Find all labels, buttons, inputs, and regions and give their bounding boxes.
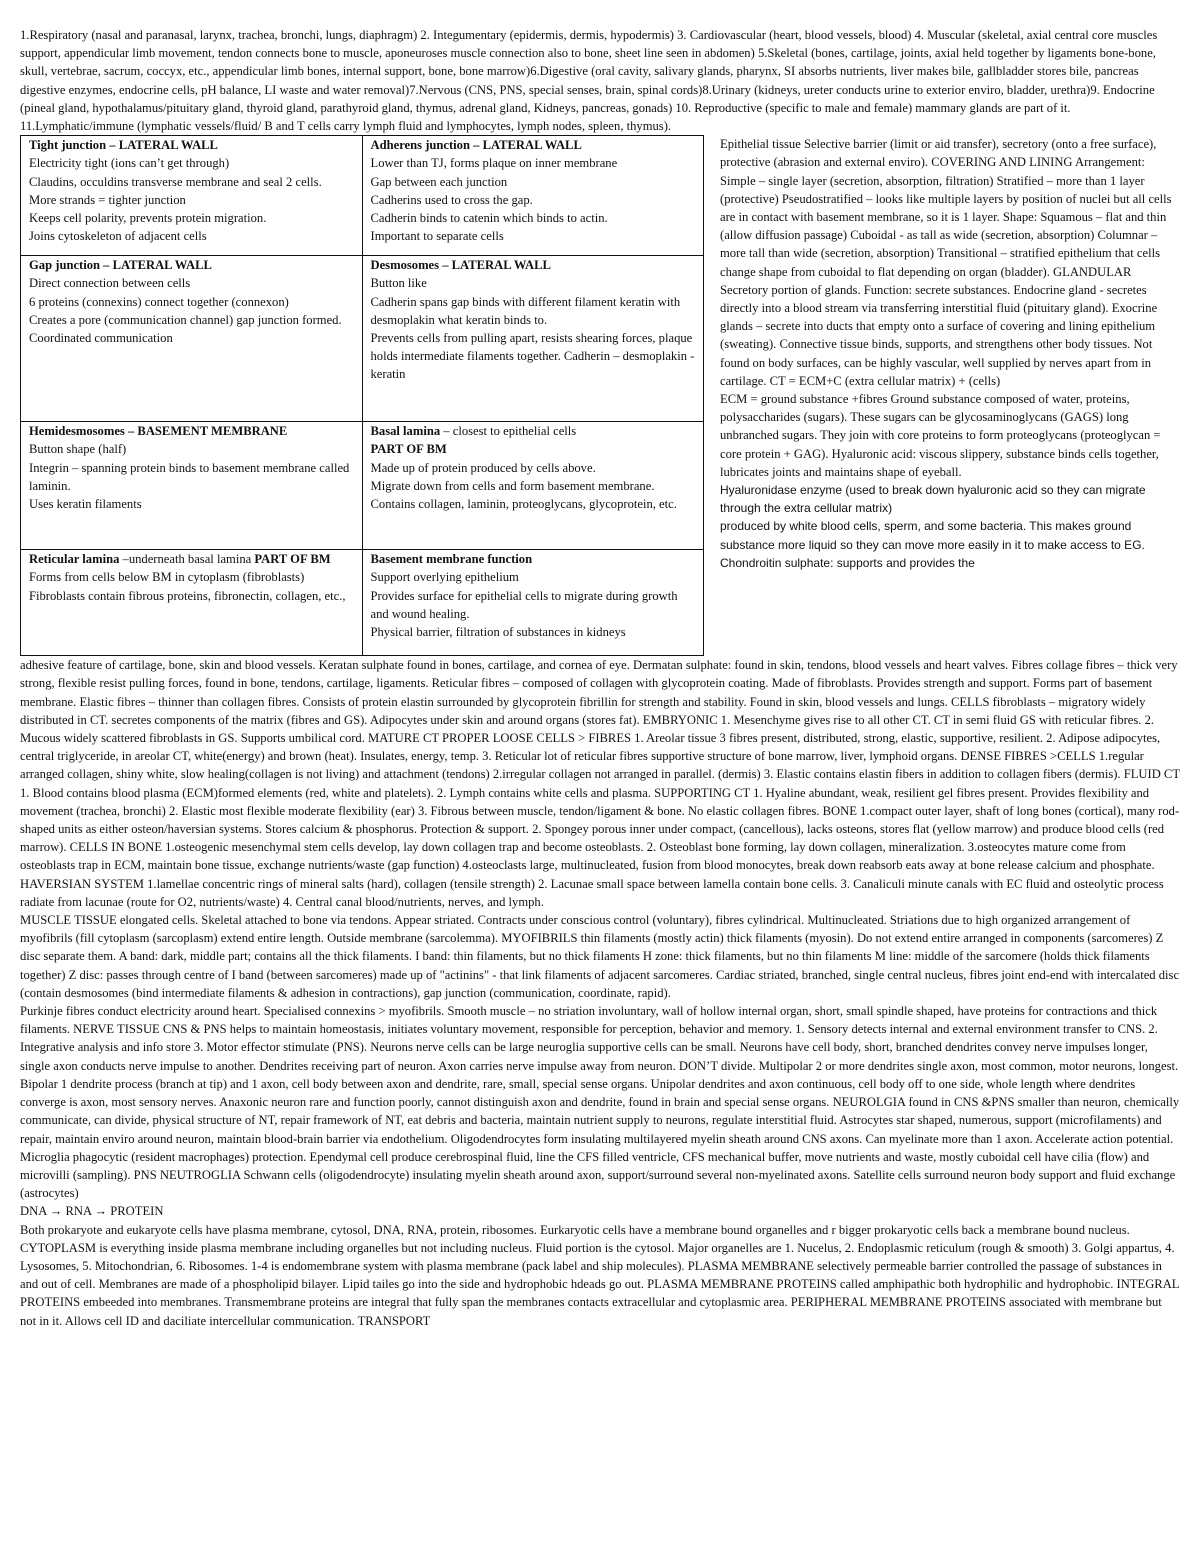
reticular-lamina-line: Fibroblasts contain fibrous proteins, fibronectin, collagen, etc., [29,588,346,603]
desmosomes-title: Desmosomes – LATERAL WALL [370,258,551,273]
reticular-lamina-part-label: PART OF BM [254,552,331,567]
gap-junction-line: Direct connection between cells [29,276,191,291]
basement-membrane-function-title: Basement membrane function [370,552,533,567]
adherens-junction-line: Important to separate cells [370,229,504,244]
adherens-junction-line: Lower than TJ, forms plaque on inner membrane [370,156,618,171]
basal-lamina-title-rest: – closest to epithelial cells [440,424,577,439]
basement-membrane-function-line: Support overlying epithelium [370,570,519,585]
epithelial-column [720,135,1180,572]
hemidesmosomes-line: Button shape (half) [29,442,127,457]
hemidesmosomes-line: Uses keratin filaments [29,497,142,512]
adherens-junction-cell [362,136,704,256]
gap-junction-cell [21,256,363,422]
tight-junction-line: Electricity tight (ions can’t get through) [29,156,230,171]
basement-membrane-function-cell [362,550,704,656]
tight-junction-line: Claudins, occuldins transverse membrane and seal 2 cells. [29,174,322,189]
tight-junction-line: Keeps cell polarity, prevents protein migration. [29,211,267,226]
adherens-junction-line: Gap between each junction [370,174,508,189]
gap-junction-title: Gap junction – LATERAL WALL [29,258,212,273]
nerve-tissue-paragraph: Purkinje fibres conduct electricity around heart. Specialised connexins > myofibrils. Smooth muscle – no striation involuntary, wall of hollow internal organ, short, small spindle shaped, have proteins for contractions and thick filaments. NERVE TISSUE CNS & PNS helps to maintain homeostasis, initiates voluntary movement, responsible for perception, behavior and memory. 1. Sensory detects internal and external environment transfer to CNS. 2. Integrative analysis and info store 3. Motor effector stimulate (PNS). Neurons nerve cells can be large neuroglia supportive cells can be small. Neurons have cell body, short, branched dendrites convey nerve impulses longer, single axon conducts nerve impulse to another. Dendrites receiving part of neuron. Axon carries nerve impulse away from neuron. DON’T divide. Multipolar 2 or more dendrites single axon, most common, motor neurons, longest. Bipolar 1 dendrite process (branch at tip) and 1 axon, cell body between axon and dendrite, rare, small, special sense organs. Unipolar dendrites and axon continuous, cell body off to one side, whole length where dendrites converge is axon, most sensory nerves. Anaxonic neuron rare and function poorly, cannot distinguish axon and dendrite, found in brain and special sense organs. NEUROLGIA found in CNS &PNS smaller than neuron, chemically communicate, can divide, physical structure of NT, repair framework of NT, eat debris and bacteria, maintain nutrient supply to neurons, regulate interstitial fluid. Astrocytes star shaped, numerous, support (microfilaments) and repair, maintain enviro around neuron, maintain blood-brain barrier via endothelium. Oligodendrocytes form insulating multilayered myelin sheath around CNS axons. Can myelinate more than 1 axon. Accelerate action potential. Microglia phagocytic (resident macrophages) protection. Ependymal cell produce cerebrospinal fluid, line the CFS filled ventricle, CFS mechanical buffer, move nutrients and waste, mostly cuboidal cell have cilia (flow) and microvilli (sampling). PNS NEUTROGLIA Schwann cells (oligodendrocyte) insulating myelin sheath around axon, support/surround several non-myelinated axons. Satellite cells surround neuron body support and fluid exchange (astrocytes) [20,1004,1180,1201]
hemidesmosomes-title: Hemidesmosomes – BASEMENT MEMBRANE [29,424,288,439]
basement-membrane-function-line: Physical barrier, filtration of substances in kidneys [370,625,626,640]
gap-junction-line: 6 proteins (connexins) connect together (connexon) [29,294,289,309]
desmosomes-line: Cadherin spans gap binds with different filament keratin with desmoplakin what keratin binds to. [370,294,681,327]
basal-lamina-title: Basal lamina [370,424,441,439]
notes-page [20,0,1180,1330]
epithelial-tissue-paragraph: Epithelial tissue Selective barrier (limit or aid transfer), secretory (onto a free surface), protective (abrasion and external enviro). COVERING AND LINING Arrangement: Simple – single layer (secretion, absorption, filtration) Stratified – more than 1 layer (protective) Pseudostratified – looks like multiple layers by position of nuclei but all cells are in contact with basement membrane, so it is 1 layer. Shape: Squamous – flat and thin (allow diffusion passage) Cuboidal - as tall as wide (secretion, absorption) Columnar – more tall than wide (secretion, absorption) Transitional – stratified epithelium that cells change shape from cuboidal to flat depending on organ (bladder). GLANDULAR Secretory portion of glands. Function: secrete substances. Endocrine gland - secretes directly into a blood stream via transferring interstitial fluid (pituitary gland). Exocrine glands – secrete into ducts that empty onto a surface of covering and lining epithelium (sweating). Connective tissue binds, supports, and strengthens other body tissues. Not found on body surfaces, can be highly vascular, well supplied by nerves apart from in cartilage. CT = ECM+C (extra cellular matrix) + (cells) [720,137,1172,388]
reticular-lamina-title: Reticular lamina [29,552,120,567]
reticular-lamina-cell [21,550,363,656]
tight-junction-line: More strands = tighter junction [29,192,186,207]
basal-lamina-line: Made up of protein produced by cells above. [370,460,596,475]
hyaluronidase-paragraph: Hyaluronidase enzyme (used to break down hyaluronic acid so they can migrate through the extra cellular matrix) [720,483,1146,516]
desmosomes-line: Prevents cells from pulling apart, resists shearing forces, plaque holds intermediate filaments together. Cadherin – desmoplakin - keratin [370,331,695,382]
basal-lamina-part-label: PART OF BM [370,442,447,457]
basement-membrane-function-line: Provides surface for epithelial cells to migrate during growth and wound healing. [370,588,678,621]
cell-structure-paragraph: Both prokaryote and eukaryote cells have plasma membrane, cytosol, DNA, RNA, protein, ribosomes. Eurkaryotic cells have a membrane bound organelles and r bigger prokaryotic cells back a membrane bound nucleus. CYTOPLASM is everything inside plasma membrane including organelles but not including nucleus. Fluid portion is the cytosol. Major organelles are 1. Nucelus, 2. Endoplasmic reticulum (rough & smooth) 3. Golgi appartus, 4. Lysosomes, 5. Mitochondrian, 6. Ribosomes. 1-4 is endomembrane system with plasma membrane (pack label and ship molecules). PLASMA MEMBRANE selectively permeable barrier controlled the passage of substances in and out of cell. Membranes are made of a phospholipid bilayer. Lipid tailes go into the side and hydrophobic hdeads go out. PLASMA MEMBRANE PROTEINS called amphipathic both hydrophilic and hydrophobic. INTEGRAL PROTEINS embeeded into membranes. Transmembrane proteins are integral that fully span the membranes contacts extracellular and cytoplasmic area. PERIPHERAL MEMBRANE PROTEINS associated with membrane but not in it. Allows cell ID and daciliate intercellular communication. TRANSPORT [20,1222,1180,1328]
basal-lamina-heading [371,422,698,440]
dna-line: DNA → RNA → PROTEIN [20,1204,164,1219]
tight-junction-title: Tight junction – LATERAL WALL [29,138,218,153]
desmosomes-cell [362,256,704,422]
adherens-junction-line: Cadherins used to cross the gap. [370,192,533,207]
reticular-lamina-heading [29,550,356,568]
tight-junction-line: Joins cytoskeleton of adjacent cells [29,229,207,244]
adherens-junction-title: Adherens junction – LATERAL WALL [370,138,582,153]
tight-junction-cell [21,136,363,256]
reticular-lamina-title-rest: –underneath basal lamina [119,552,255,567]
basal-lamina-cell [362,422,704,550]
ecm-paragraph: ECM = ground substance +fibres Ground substance composed of water, proteins, polysaccharides (sugars). These sugars can be glycosaminoglycans (GAGS) long unbranched sugars. They join with core proteins to form proteoglycans (proteoglycan = core protein + GAG). Hyaluronic acid: viscous slippery, substance binds cells together, lubricates joints and maintains shape of eyeball. [720,392,1161,479]
body-systems-paragraph: 1.Respiratory (nasal and paranasal, larynx, trachea, bronchi, lungs, diaphragm) 2. Integumentary (epidermis, dermis, hypodermis) 3. Cardiovascular (heart, blood vessels, blood) 4. Muscular (skeletal, axial central core muscles support, appendicular limb movement, tendon connects bone to muscle, aponeuroses muscle connection also to bone, sheet line seen in abdomen) 5.Skeletal (bones, cartilage, joints, axial held together by ligaments bone-bone, skull, vertebrae, sacrum, coccyx, etc., appendicular limb bones, internal support, bone, bone marrow)6.Digestive (oral cavity, salivary glands, pharynx, SI absorbs nutrients, liver makes bile, gallbladder stores bile, pancreas digestive enzymes, endocrine cells, pH balance, LI waste and water removal)7.Nervous (CNS, PNS, special senses, brain, spinal cords)8.Urinary (kidneys, ureter conducts urine to exterior enviro, bladder, urethra)9. Endocrine (pineal gland, hypothalamus/pituitary gland, thyroid gland, parathyroid gland, thymus, adrenal gland, Kidneys, pancreas, gonads) 10. Reproductive (specific to male and female) mammary glands are part of it. 11.Lymphatic/immune (lymphatic vessels/fluid/ B and T cells carry lymph fluid and lymphocytes, lymph nodes, spleen, thymus). [20,28,1158,134]
adherens-junction-line: Cadherin binds to catenin which binds to actin. [370,211,608,226]
desmosomes-line: Button like [370,276,427,291]
connective-tissue-paragraph: adhesive feature of cartilage, bone, skin and blood vessels. Keratan sulphate found in bones, cartilage, and cornea of eye. Dermatan sulphate: found in skin, tendons, blood vessels and heart valves. Fibres collage fibres – thick very strong, flexible resist pulling forces, found in bone, tendons, cartilage, ligaments. Reticular fibres – composed of collagen with glycoprotein coating. Made of fibroblasts. Provides strength and support. Forms part of basement membrane. Elastic fibres – thinner than collagen fibres. Consists of protein elastin surrounded by glycoprotein fibrillin for strength and stability. Found in skin, blood vessels and lungs. CELLS fibroblasts – migratory widely distributed in CT. secretes components of the matrix (fibres and GS). Adipocytes under skin and around organs (stores fat). EMBRYONIC 1. Mesenchyme gives rise to all other CT. CT in semi fluid GS with reticular fibres. 2. Mucous widely scattered fibroblasts in GS. Supports umbilical cord. MATURE CT PROPER LOOSE CELLS > FIBRES 1. Areolar tissue 3 fibres present, distributed, strong, elastic, supportive, resilient. 2. Adipose adipocytes, central triglyceride, in areolar CT, white(energy) and brown (heat). Insulates, energy, temp. 3. Reticular lot of reticular fibres supportive structure of bone marrow, liver, lymphoid organs. DENSE FIBRES >CELLS 1.regular arranged collagen, shiny white, slow healing(collagen is not living) and attachment (tendons) 2.irregular collagen not arranged in parallel. (dermis) 3. Elastic contains elastin fibers in addition to collagen fibers (dermis). FLUID CT 1. Blood contains blood plasma (ECM)formed elements (red, white and platelets). 2. Lymph contains white cells and plasma. SUPPORTING CT 1. Hyaline abundant, weak, resilient gel fibres present. Provides flexibility and movement (trachea, bronchi) 2. Elastic most flexible moderate flexibility (ear) 3. Fibrous between muscle, tendon/ligament & bone. No elastic collagen fibres. BONE 1.compact outer layer, shaft of long bones (cortical), many rod-shaped units as either osteon/haversian systems. Stores calcium & phosphorus. Protection & support. 2. Spongey porous inner under compact, (cancellous), lacks osteons, stores flat (yellow marrow) and produce blood cells (red marrow). CELLS IN BONE 1.osteogenic mesenchymal stem cells develop, lay down collagen trap and become osteoblasts. 2. Osteoblast bone forming, lay down collagen, mineralization. 3.osteocytes mature come from osteoblasts trap in ECM, maintain bone tissue, exchange nutrients/waste (gap function) 4.osteoclasts large, multinucleated, fusion from blood monocytes, break down reabsorb eats away at bone release calcium and phosphate. HAVERSIAN SYSTEM 1.lamellae concentric rings of mineral salts (hard), collagen (tensile strength) 2. Lacunae small space between lamella contain bone cells. 3. Canaliculi minute canals with EC fluid and osteolytic process radiate from lacunae (route for O2, nutrients/waste) 4. Central canal blood/nutrients, nerves, and lymph. [20,658,1180,909]
gap-junction-line: Coordinated communication [29,331,173,346]
basal-lamina-line: Migrate down from cells and form basement membrane. [370,478,655,493]
gap-junction-line: Creates a pore (communication channel) gap junction formed. [29,312,342,327]
junction-table-column [20,135,704,656]
reticular-lamina-line: Forms from cells below BM in cytoplasm (fibroblasts) [29,570,305,585]
hemidesmosomes-line: Integrin – spanning protein binds to basement membrane called laminin. [29,460,350,493]
hemidesmosomes-cell [21,422,363,550]
cell-junction-table [20,135,704,656]
muscle-tissue-paragraph: MUSCLE TISSUE elongated cells. Skeletal attached to bone via tendons. Appear striated. Contracts under conscious control (voluntary), fibres cylindrical. Multinucleated. Striations due to high organized arrangement of myofibrils (fill cytoplasm (sarcoplasm) extend entire length. Outside membrane (sarcolemma). MYOFIBRILS thin filaments (mostly actin) thick filaments (myosin). Do not extend entire arranged in components (sarcomeres) Z disc separate them. A band: dark, middle part; contains all the thick filaments. I band: thin filaments, but no thick filaments H zone: thick filaments, but no thin filaments M line: middle of the sarcomere (holds thick filaments together) Z disc: passes through centre of I band (between sarcomeres) made up of "actinins" - that link filaments of adjacent sarcomeres. Cardiac striated, branched, single central nucleus, fibres joint end-end with intercalated disc (contain desmosomes (bind intermediate filaments & adhesion in contractions), gap junction (communication, coordinate, rapid). [20,913,1180,1000]
produced-by-paragraph: produced by white blood cells, sperm, and some bacteria. This makes ground substance more liquid so they can move more easily in it to make access to EG. Chondroitin sulphate: supports and provides the [720,519,1145,570]
basal-lamina-line: Contains collagen, laminin, proteoglycans, glycoprotein, etc. [370,497,677,512]
